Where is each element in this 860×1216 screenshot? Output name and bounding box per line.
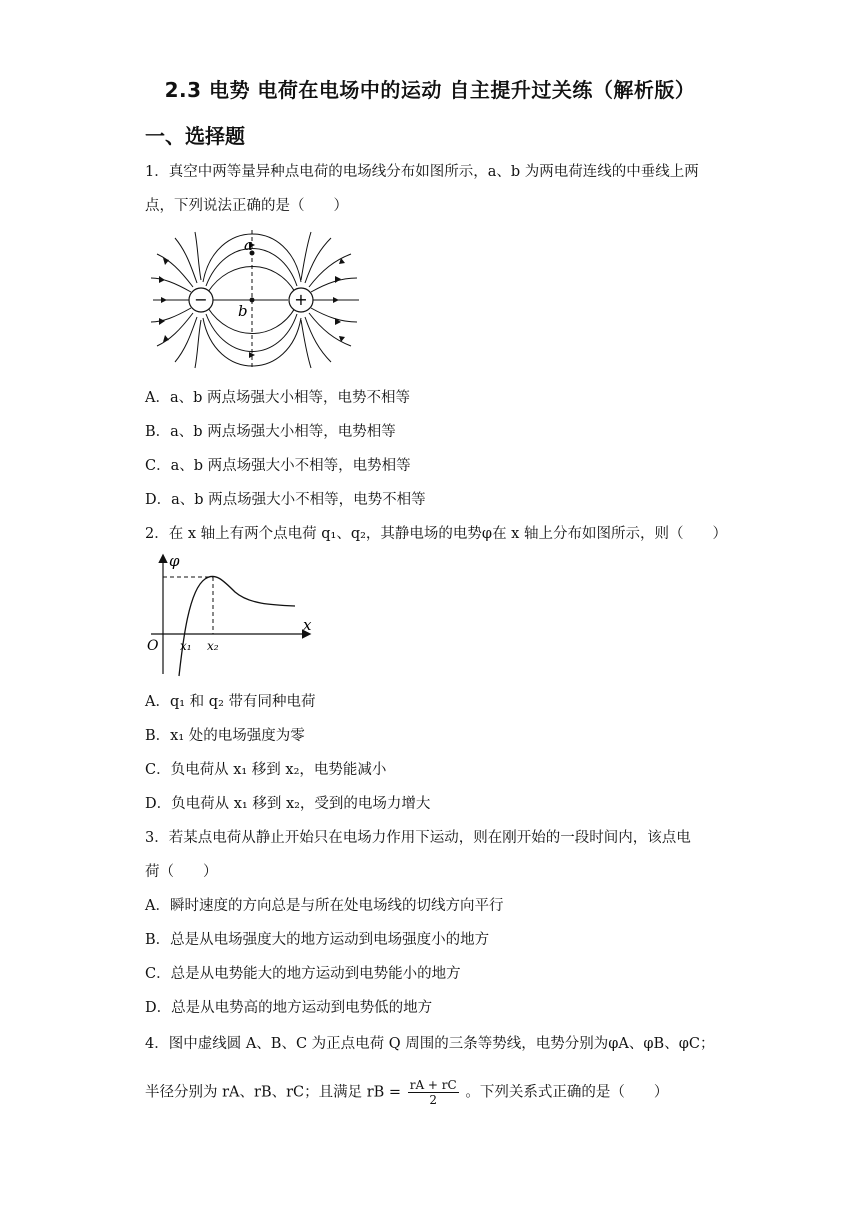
- positive-charge-label: +: [294, 290, 308, 309]
- x-axis-label: x: [303, 616, 312, 634]
- q1-option-a: A．a、b 两点场强大小相等，电势不相等: [145, 390, 411, 406]
- q2-stem-line1: 2．在 x 轴上有两个点电荷 q₁、q₂，其静电场的电势φ在 x 轴上分布如图所示，则（ ）: [145, 526, 727, 542]
- q1-option-c: C．a、b 两点场强大小不相等，电势相等: [145, 458, 411, 474]
- q4-line2-post: 。下列关系式正确的是（ ）: [465, 1084, 669, 1101]
- q1-field-lines-figure: [145, 228, 365, 370]
- q4-stem-line1: 4．图中虚线圆 A、B、C 为正点电荷 Q 周围的三条等势线，电势分别为φA、φB、φC；: [145, 1036, 715, 1052]
- q2-potential-graph: [145, 550, 325, 678]
- negative-charge-label: −: [194, 290, 208, 309]
- q3-option-c: C．总是从电势能大的地方运动到电势能小的地方: [145, 966, 461, 982]
- q1-stem-line1: 1．真空中两等量异种点电荷的电场线分布如图所示，a、b 为两电荷连线的中垂线上两: [145, 164, 699, 180]
- phi-axis-label: φ: [169, 552, 180, 570]
- q2-option-a: A．q₁ 和 q₂ 带有同种电荷: [145, 694, 316, 710]
- q3-stem-line1: 3．若某点电荷从静止开始只在电场力作用下运动，则在刚开始的一段时间内，该点电: [145, 830, 691, 846]
- q2-option-d: D．负电荷从 x₁ 移到 x₂，受到的电场力增大: [145, 796, 431, 812]
- q1-option-b: B．a、b 两点场强大小相等，电势相等: [145, 424, 396, 440]
- q4-fraction: [408, 1078, 459, 1107]
- origin-label: O: [147, 638, 159, 654]
- q2-option-c: C．负电荷从 x₁ 移到 x₂，电势能减小: [145, 762, 387, 778]
- q3-stem-line2: 荷（ ）: [145, 864, 218, 880]
- q4-fraction-numerator: rA + rC: [409, 1078, 457, 1092]
- q2-option-b: B．x₁ 处的电场强度为零: [145, 728, 305, 744]
- x1-label: x₁: [180, 639, 192, 653]
- q4-fraction-denominator: 2: [429, 1093, 438, 1107]
- q3-option-b: B．总是从电场强度大的地方运动到电场强度小的地方: [145, 932, 490, 948]
- page-title: 2.3 电势 电荷在电场中的运动 自主提升过关练（解析版）: [164, 78, 696, 102]
- section-heading: 一、选择题: [145, 124, 245, 148]
- x2-label: x₂: [207, 639, 219, 653]
- q3-option-d: D．总是从电势高的地方运动到电势低的地方: [145, 1000, 433, 1016]
- q1-option-d: D．a、b 两点场强大小不相等，电势不相等: [145, 492, 426, 508]
- q4-line2-pre: 半径分别为 rA、rB、rC；且满足 rB =: [145, 1084, 402, 1101]
- point-a-label: a: [244, 236, 253, 254]
- q1-stem-line2: 点，下列说法正确的是（ ）: [145, 198, 348, 214]
- q3-option-a: A．瞬时速度的方向总是与所在处电场线的切线方向平行: [145, 898, 504, 914]
- point-b-label: b: [238, 302, 248, 320]
- q4-stem-line2: [145, 1078, 668, 1107]
